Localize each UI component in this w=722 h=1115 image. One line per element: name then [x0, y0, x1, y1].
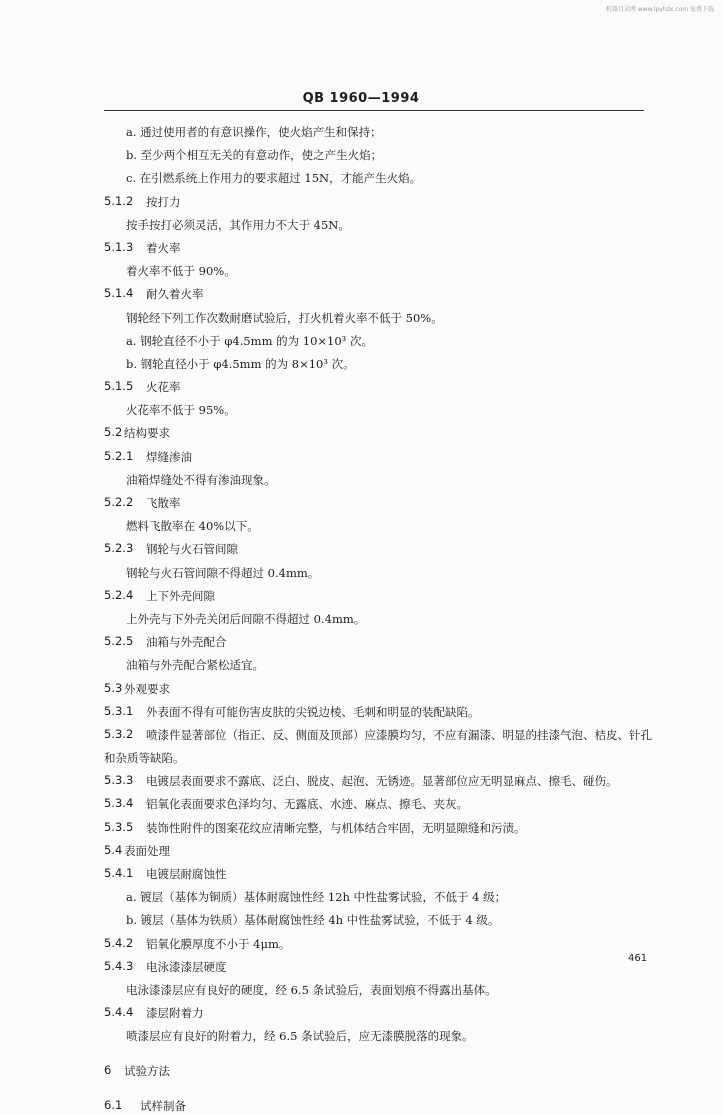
body-line — [0, 333, 722, 350]
line-text: 着火率不低于 90%。 — [126, 264, 236, 279]
document-body — [0, 124, 722, 1115]
line-text: 燃料飞散率在 40%以下。 — [126, 519, 259, 534]
section-heading — [0, 796, 722, 813]
line-text: a. 通过使用者的有意识操作，使火焰产生和保持； — [126, 125, 382, 139]
body-line — [0, 750, 722, 767]
line-text: 电泳漆漆层硬度 — [146, 959, 227, 974]
section-number: 6.1 — [104, 1098, 123, 1113]
line-text: 喷漆件显著部位（指正、反、侧面及顶部）应漆膜均匀，不应有漏漆、明显的挂漆气泡、桔皮、针孔 — [146, 727, 652, 742]
line-text: 电镀层耐腐蚀性 — [146, 867, 227, 881]
section-number: 5.1.4 — [104, 286, 134, 301]
body-line — [0, 263, 722, 280]
line-text: 铝氧化表面要求色泽均匀、无露底、水迹、麻点、擦毛、夹灰。 — [146, 797, 468, 812]
section-heading — [0, 634, 722, 651]
section-heading — [0, 240, 722, 257]
section-heading — [0, 820, 722, 837]
line-text: 钢轮经下列工作次数耐磨试验后，打火机着火率不低于 50%。 — [126, 310, 443, 325]
line-text: b. 至少两个相互无关的有意动作，使之产生火焰； — [126, 148, 383, 163]
line-text: 上外壳与下外壳关闭后间隙不得超过 0.4mm。 — [126, 611, 366, 626]
section-number: 5.3.1 — [104, 703, 134, 718]
section-heading — [0, 936, 722, 953]
body-line — [0, 217, 722, 234]
line-text: 外观要求 — [124, 681, 170, 696]
line-text: a. 钢轮直径不小于 φ4.5mm 的为 10×10³ 次。 — [126, 333, 373, 348]
section-number: 5.3.4 — [104, 796, 134, 811]
section-number: 5.1.5 — [104, 379, 134, 394]
section-number: 5.2.2 — [104, 495, 134, 509]
section-heading — [0, 959, 722, 976]
section-number: 5.2.5 — [104, 634, 134, 649]
body-line — [0, 982, 722, 999]
section-number: 5.3.5 — [104, 819, 134, 834]
watermark-text: 机器目录网 www.lpyhzx.com 免费下载 — [605, 6, 714, 13]
section-number: 5.2.3 — [104, 541, 134, 556]
line-text: 装饰性附件的图案花纹应清晰完整，与机体结合牢固，无明显隙缝和污渍。 — [146, 820, 526, 835]
section-heading — [0, 727, 722, 744]
line-text: 火花率 — [146, 380, 181, 395]
line-text: 焊缝渗油 — [146, 449, 192, 464]
section-heading — [0, 495, 722, 512]
line-text: 飞散率 — [146, 496, 181, 510]
line-text: 喷漆层应有良好的附着力，经 6.5 条试验后，应无漆膜脱落的现象。 — [126, 1029, 474, 1044]
section-heading — [0, 773, 722, 790]
section-heading — [0, 194, 722, 211]
section-number: 5.3 — [104, 680, 123, 695]
body-line — [0, 356, 722, 373]
section-heading — [0, 379, 722, 396]
line-text: 着火率 — [146, 240, 181, 255]
section-number: 5.4.3 — [104, 958, 134, 973]
line-text: 钢轮与火石管间隙不得超过 0.4mm。 — [126, 565, 320, 580]
line-text: 油箱与外壳配合紧松适宜。 — [126, 658, 264, 673]
line-text: b. 钢轮直径小于 φ4.5mm 的为 8×10³ 次。 — [126, 356, 355, 371]
line-text: 钢轮与火石管间隙 — [146, 542, 238, 557]
section-heading — [0, 286, 722, 303]
section-heading — [0, 681, 722, 698]
line-text: b. 镀层（基体为铁质）基体耐腐蚀性经 4h 中性盐雾试验，不低于 4 级。 — [126, 913, 500, 928]
section-number: 5.1.3 — [104, 239, 134, 254]
section-heading — [0, 866, 722, 883]
header-rule — [104, 110, 644, 111]
body-line — [0, 611, 722, 628]
line-text: 电镀层表面要求不露底、泛白、脱皮、起泡、无锈迹。显著部位应无明显麻点、擦毛、碰伤。 — [146, 774, 618, 789]
body-line — [0, 472, 722, 489]
body-line — [0, 657, 722, 674]
body-line — [0, 310, 722, 327]
section-number: 6 — [104, 1063, 112, 1078]
line-text: 试样制备 — [140, 1099, 186, 1114]
line-text: 表面处理 — [124, 843, 170, 858]
section-number: 5.2.4 — [104, 587, 134, 602]
body-line — [0, 1028, 722, 1045]
body-line — [0, 565, 722, 582]
section-heading — [0, 588, 722, 605]
section-heading — [0, 449, 722, 466]
line-text: 铝氧化膜厚度不小于 4μm。 — [146, 936, 291, 951]
section-number: 5.2 — [104, 425, 123, 440]
page-number: 461 — [628, 953, 648, 964]
line-text: 火花率不低于 95%。 — [126, 403, 236, 418]
section-heading — [0, 1098, 722, 1115]
line-text: 按手按打必须灵活，其作用力不大于 45N。 — [126, 217, 350, 232]
section-heading — [0, 1063, 722, 1080]
line-text: 漆层附着力 — [146, 1006, 204, 1021]
page-header: QB 1960—1994 — [302, 91, 420, 106]
body-line — [0, 889, 722, 906]
body-line — [0, 170, 722, 187]
body-line — [0, 402, 722, 419]
section-number: 5.3.2 — [104, 726, 134, 741]
line-text: 和杂质等缺陷。 — [104, 751, 185, 766]
line-text: 结构要求 — [124, 426, 170, 441]
line-text: 试验方法 — [124, 1064, 170, 1079]
line-text: a. 镀层（基体为铜质）基体耐腐蚀性经 12h 中性盐雾试验，不低于 4 级； — [126, 890, 507, 905]
section-number: 5.1.2 — [104, 193, 134, 208]
section-number: 5.2.1 — [104, 448, 134, 463]
section-number: 5.4.1 — [104, 866, 134, 880]
body-line — [0, 912, 722, 929]
section-heading — [0, 704, 722, 721]
section-heading — [0, 425, 722, 442]
section-heading — [0, 541, 722, 558]
section-heading — [0, 1005, 722, 1022]
line-text: 电泳漆漆层应有良好的硬度，经 6.5 条试验后，表面划痕不得露出基体。 — [126, 982, 497, 997]
section-number: 5.4.4 — [104, 1005, 134, 1020]
line-text: c. 在引燃系统上作用力的要求超过 15N，才能产生火焰。 — [126, 171, 422, 186]
body-line — [0, 124, 722, 141]
section-heading — [0, 843, 722, 860]
section-number: 5.4 — [104, 842, 123, 857]
line-text: 油箱焊缝处不得有渗油现象。 — [126, 472, 276, 487]
line-text: 外表面不得有可能伤害皮肤的尖锐边棱、毛刺和明显的装配缺陷。 — [146, 704, 480, 719]
line-text: 按打力 — [146, 194, 181, 209]
body-line — [0, 518, 722, 535]
line-text: 上下外壳间隙 — [146, 588, 215, 603]
section-number: 5.3.3 — [104, 773, 134, 788]
section-number: 5.4.2 — [104, 935, 134, 950]
line-text: 油箱与外壳配合 — [146, 635, 227, 650]
line-text: 耐久着火率 — [146, 287, 204, 302]
body-line — [0, 147, 722, 164]
